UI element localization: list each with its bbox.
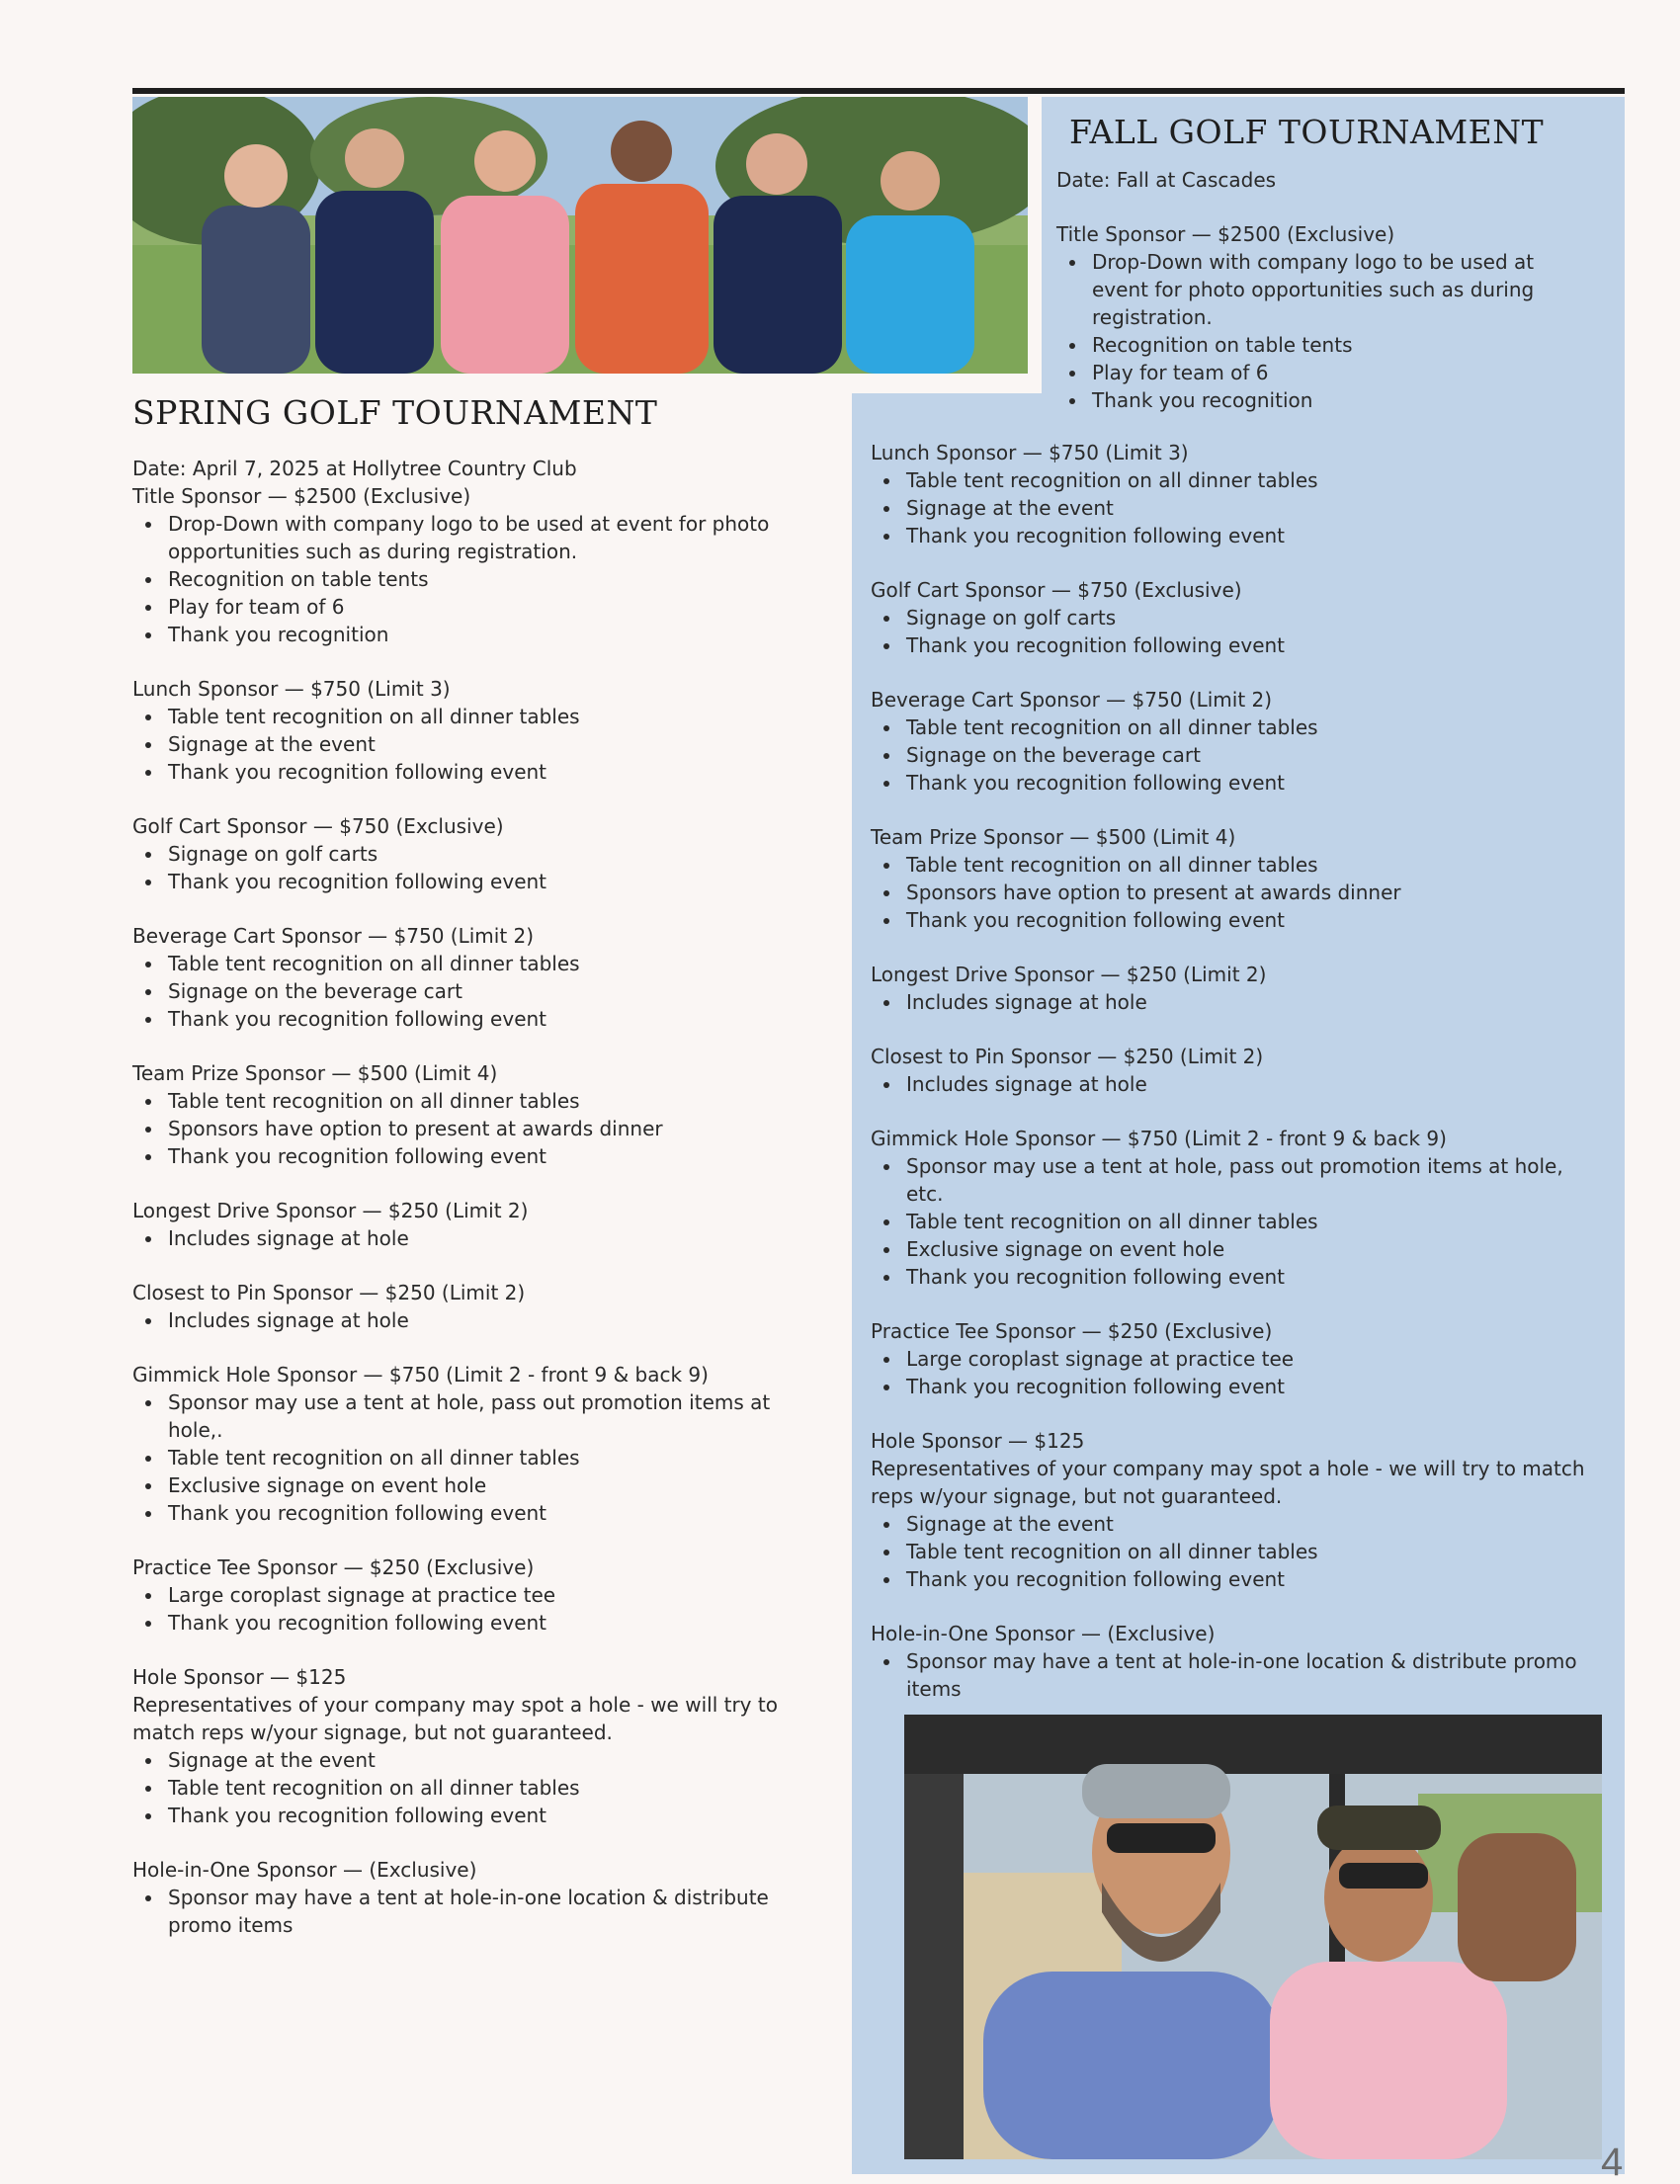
sponsor-heading: Team Prize Sponsor — $500 (Limit 4) [132, 1061, 498, 1085]
list-item: Table tent recognition on all dinner tables [168, 1774, 824, 1802]
fall-sponsorships [871, 439, 1602, 1729]
sponsor-heading: Beverage Cart Sponsor — $750 (Limit 2) [871, 688, 1273, 712]
fall-hole-sponsor [871, 1427, 1602, 1593]
sponsor-heading: Hole-in-One Sponsor — (Exclusive) [871, 1622, 1216, 1645]
sponsor-heading: Hole-in-One Sponsor — (Exclusive) [132, 1858, 477, 1882]
sponsor-heading: Practice Tee Sponsor — $250 (Exclusive) [871, 1319, 1273, 1343]
list-item: Table tent recognition on all dinner tables [168, 703, 824, 730]
fall-beverage-cart-sponsor [871, 686, 1602, 797]
list-item: Exclusive signage on event hole [168, 1471, 824, 1499]
spring-golf-cart-sponsor [132, 812, 824, 895]
list-item: Play for team of 6 [168, 593, 824, 621]
fall-hole-in-one-sponsor [871, 1620, 1602, 1703]
sponsor-heading: Title Sponsor — $2500 (Exclusive) [132, 484, 471, 508]
spring-title: SPRING GOLF TOURNAMENT [132, 393, 658, 432]
spring-longest-drive-sponsor [132, 1197, 824, 1252]
list-item: Thank you recognition following event [168, 1609, 824, 1637]
fall-title-sponsorship [1056, 166, 1590, 414]
page-number: 4 [1601, 2141, 1624, 2184]
list-item: Play for team of 6 [1092, 359, 1590, 386]
list-item: Thank you recognition following event [906, 631, 1602, 659]
list-item: Includes signage at hole [168, 1306, 824, 1334]
list-item: Drop-Down with company logo to be used at event for photo opportunities such as during registration. [168, 510, 824, 565]
list-item: Table tent recognition on all dinner tables [906, 714, 1602, 741]
fall-title: FALL GOLF TOURNAMENT [1069, 113, 1545, 151]
list-item: Recognition on table tents [1092, 331, 1590, 359]
list-item: Sponsor may have a tent at hole-in-one location & distribute promo items [906, 1647, 1602, 1703]
sponsor-heading: Hole Sponsor — $125 [871, 1429, 1085, 1453]
list-item: Signage at the event [906, 1510, 1602, 1538]
spring-closest-pin-sponsor [132, 1279, 824, 1334]
spring-date: Date: April 7, 2025 at Hollytree Country Club [132, 457, 577, 480]
list-item: Signage on the beverage cart [906, 741, 1602, 769]
sponsor-heading: Golf Cart Sponsor — $750 (Exclusive) [132, 814, 504, 838]
list-item: Signage at the event [168, 1746, 824, 1774]
list-item: Thank you recognition [168, 621, 824, 648]
list-item: Signage on golf carts [168, 840, 824, 868]
fall-team-prize-sponsor [871, 823, 1602, 934]
list-item: Thank you recognition following event [906, 769, 1602, 797]
list-item: Sponsors have option to present at awards dinner [906, 879, 1602, 906]
fall-lunch-sponsor [871, 439, 1602, 549]
spring-lunch-sponsor [132, 675, 824, 786]
list-item: Table tent recognition on all dinner tables [168, 1087, 824, 1115]
spring-practice-tee-sponsor [132, 1554, 824, 1637]
list-item: Table tent recognition on all dinner tables [168, 1444, 824, 1471]
list-item: Thank you recognition [1092, 386, 1590, 414]
group-golfers-photo [132, 97, 1028, 374]
sponsor-heading: Longest Drive Sponsor — $250 (Limit 2) [132, 1199, 529, 1222]
spring-hole-in-one-sponsor [132, 1856, 824, 1939]
list-item: Table tent recognition on all dinner tables [906, 851, 1602, 879]
list-item: Sponsor may use a tent at hole, pass out promotion items at hole, etc. [906, 1152, 1602, 1208]
list-item: Thank you recognition following event [906, 1263, 1602, 1291]
list-item: Drop-Down with company logo to be used at event for photo opportunities such as during registration. [1092, 248, 1590, 331]
list-item: Thank you recognition following event [168, 1499, 824, 1527]
spring-sponsorships [132, 455, 824, 1966]
list-item: Thank you recognition following event [168, 758, 824, 786]
list-item: Table tent recognition on all dinner tables [168, 950, 824, 977]
sponsor-heading: Hole Sponsor — $125 [132, 1665, 347, 1689]
list-item: Table tent recognition on all dinner tables [906, 1538, 1602, 1565]
list-item: Recognition on table tents [168, 565, 824, 593]
golf-cart-photo [904, 1715, 1602, 2159]
list-item: Large coroplast signage at practice tee [168, 1581, 824, 1609]
fall-longest-drive-sponsor [871, 961, 1602, 1016]
list-item: Thank you recognition following event [168, 1142, 824, 1170]
sponsor-heading: Beverage Cart Sponsor — $750 (Limit 2) [132, 924, 535, 948]
list-item: Thank you recognition following event [906, 1373, 1602, 1400]
sponsor-heading: Title Sponsor — $2500 (Exclusive) [1056, 222, 1395, 246]
sponsor-heading: Longest Drive Sponsor — $250 (Limit 2) [871, 963, 1267, 986]
list-item: Includes signage at hole [906, 988, 1602, 1016]
fall-practice-tee-sponsor [871, 1317, 1602, 1400]
sponsor-heading: Closest to Pin Sponsor — $250 (Limit 2) [871, 1045, 1264, 1068]
list-item: Signage on golf carts [906, 604, 1602, 631]
sponsor-heading: Gimmick Hole Sponsor — $750 (Limit 2 - front 9 & back 9) [132, 1363, 709, 1386]
sponsor-heading: Closest to Pin Sponsor — $250 (Limit 2) [132, 1281, 526, 1304]
list-item: Thank you recognition following event [906, 906, 1602, 934]
list-item: Sponsor may use a tent at hole, pass out promotion items at hole,. [168, 1388, 824, 1444]
fall-date: Date: Fall at Cascades [1056, 168, 1277, 192]
list-item: Thank you recognition following event [906, 1565, 1602, 1593]
spring-gimmick-hole-sponsor [132, 1361, 824, 1527]
list-item: Thank you recognition following event [168, 868, 824, 895]
list-item: Thank you recognition following event [168, 1005, 824, 1033]
list-item: Thank you recognition following event [906, 522, 1602, 549]
spring-title-sponsor [132, 482, 824, 648]
sponsor-heading: Lunch Sponsor — $750 (Limit 3) [132, 677, 451, 701]
list-item: Sponsors have option to present at awards dinner [168, 1115, 824, 1142]
fall-closest-pin-sponsor [871, 1043, 1602, 1098]
list-item: Table tent recognition on all dinner tables [906, 1208, 1602, 1235]
sponsor-heading: Lunch Sponsor — $750 (Limit 3) [871, 441, 1189, 464]
sponsor-heading: Team Prize Sponsor — $500 (Limit 4) [871, 825, 1236, 849]
fall-gimmick-hole-sponsor [871, 1125, 1602, 1291]
spring-beverage-cart-sponsor [132, 922, 824, 1033]
fall-golf-cart-sponsor [871, 576, 1602, 659]
list-item: Includes signage at hole [906, 1070, 1602, 1098]
sponsor-heading: Golf Cart Sponsor — $750 (Exclusive) [871, 578, 1242, 602]
list-item: Sponsor may have a tent at hole-in-one location & distribute promo items [168, 1884, 824, 1939]
spacer [1056, 194, 1590, 220]
list-item: Exclusive signage on event hole [906, 1235, 1602, 1263]
sponsor-note: Representatives of your company may spot a hole - we will try to match reps w/your signage, but not guaranteed. [132, 1693, 778, 1744]
list-item: Large coroplast signage at practice tee [906, 1345, 1602, 1373]
list-item: Signage on the beverage cart [168, 977, 824, 1005]
list-item: Table tent recognition on all dinner tables [906, 466, 1602, 494]
sponsor-note: Representatives of your company may spot a hole - we will try to match reps w/your signage, but not guaranteed. [871, 1457, 1585, 1508]
list-item: Thank you recognition following event [168, 1802, 824, 1829]
sponsor-heading: Gimmick Hole Sponsor — $750 (Limit 2 - front 9 & back 9) [871, 1127, 1447, 1150]
spring-team-prize-sponsor [132, 1059, 824, 1170]
list-item: Signage at the event [906, 494, 1602, 522]
list-item: Signage at the event [168, 730, 824, 758]
spring-hole-sponsor [132, 1663, 824, 1829]
top-rule [132, 88, 1625, 94]
list-item: Includes signage at hole [168, 1224, 824, 1252]
sponsor-heading: Practice Tee Sponsor — $250 (Exclusive) [132, 1555, 535, 1579]
